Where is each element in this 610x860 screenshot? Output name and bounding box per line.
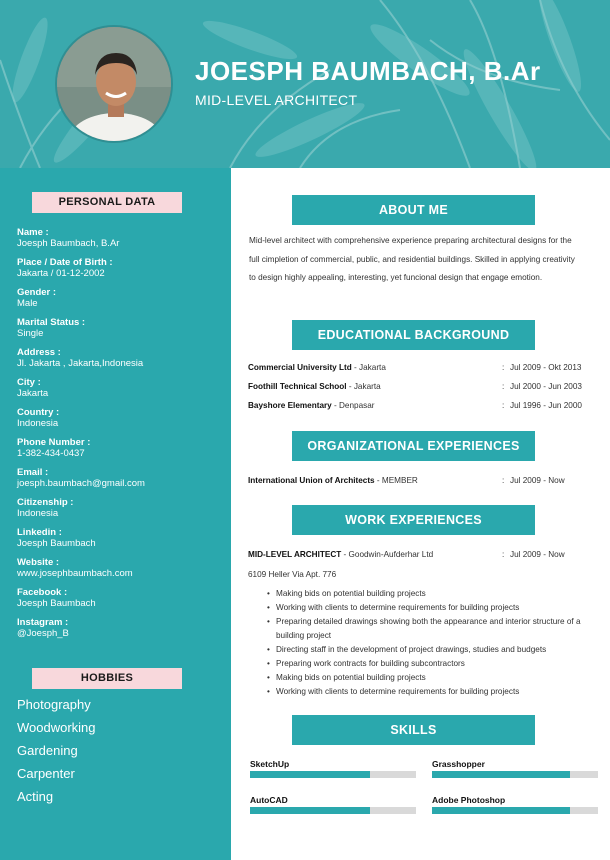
period: Jul 1996 - Jun 2000 bbox=[510, 401, 582, 410]
personal-value: @Joesph_B bbox=[17, 628, 69, 639]
personal-value: Indonesia bbox=[17, 508, 59, 519]
hobby-item: Gardening bbox=[17, 743, 78, 758]
separator-colon: : bbox=[502, 476, 505, 485]
personal-label: Phone Number : bbox=[17, 437, 91, 448]
personal-value: Single bbox=[17, 328, 44, 339]
hobbies-list bbox=[17, 697, 96, 812]
personal-label: Email : bbox=[17, 467, 49, 478]
personal-item-city bbox=[17, 377, 222, 407]
personal-label: Facebook : bbox=[17, 587, 68, 598]
education-row bbox=[248, 401, 593, 413]
personal-value: Jakarta / 01-12-2002 bbox=[17, 268, 105, 279]
organization-heading: ORGANIZATIONAL EXPERIENCES bbox=[292, 431, 535, 461]
personal-item-birth bbox=[17, 257, 222, 287]
separator-colon: : bbox=[502, 382, 505, 391]
period: Jul 2009 - Now bbox=[510, 550, 565, 559]
personal-value: Indonesia bbox=[17, 418, 59, 429]
work-heading: WORK EXPERIENCES bbox=[292, 505, 535, 535]
organization-row bbox=[248, 476, 593, 488]
organization-name: International Union of Architects bbox=[248, 476, 375, 485]
skills-heading: SKILLS bbox=[292, 715, 535, 745]
institution-name: Foothill Technical School bbox=[248, 382, 347, 391]
hobby-item: Photography bbox=[17, 697, 91, 712]
personal-value: www.josephbaumbach.com bbox=[17, 568, 133, 579]
personal-value: Joesph Baumbach bbox=[17, 538, 96, 549]
personal-value: Joesph Baumbach bbox=[17, 598, 96, 609]
sidebar bbox=[0, 168, 231, 860]
institution-location: - Jakarta bbox=[351, 363, 386, 372]
resume-header bbox=[0, 0, 610, 168]
personal-item-name bbox=[17, 227, 222, 257]
skill-bar-track bbox=[250, 771, 416, 778]
education-row bbox=[248, 363, 593, 375]
list-item: • Preparing detailed drawings showing both the appearance and interior structure of a building project bbox=[270, 615, 600, 643]
work-company: - Goodwin-Aufderhar Ltd bbox=[341, 550, 434, 559]
personal-label: Address : bbox=[17, 347, 61, 358]
personal-item-phone bbox=[17, 437, 222, 467]
personal-value: Male bbox=[17, 298, 38, 309]
work-responsibilities bbox=[270, 587, 600, 699]
personal-label: Name : bbox=[17, 227, 49, 238]
personal-label: Website : bbox=[17, 557, 60, 568]
period: Jul 2009 - Now bbox=[510, 476, 565, 485]
list-item: • Directing staff in the development of project drawings, studies and budgets bbox=[270, 643, 600, 657]
hobby-item: Woodworking bbox=[17, 720, 96, 735]
institution-location: - Jakarta bbox=[346, 382, 381, 391]
personal-label: Marital Status : bbox=[17, 317, 86, 328]
personal-item-facebook bbox=[17, 587, 222, 617]
institution-name: Commercial University Ltd bbox=[248, 363, 352, 372]
personal-item-citizenship bbox=[17, 497, 222, 527]
institution-name: Bayshore Elementary bbox=[248, 401, 332, 410]
skill-item bbox=[432, 795, 598, 807]
list-item: • Preparing work contracts for building subcontractors bbox=[270, 657, 600, 671]
personal-item-linkedin bbox=[17, 527, 222, 557]
personal-label: Country : bbox=[17, 407, 60, 418]
personal-label: City : bbox=[17, 377, 41, 388]
hobby-item: Carpenter bbox=[17, 766, 75, 781]
skill-item bbox=[432, 759, 598, 771]
work-row bbox=[248, 550, 593, 562]
institution-location: - Denpasar bbox=[331, 401, 375, 410]
skill-item bbox=[250, 795, 416, 807]
hobby-item: Acting bbox=[17, 789, 54, 804]
organization-role: - MEMBER bbox=[374, 476, 418, 485]
list-item: • Making bids on potential building projects bbox=[270, 671, 600, 685]
period: Jul 2009 - Okt 2013 bbox=[510, 363, 582, 372]
personal-item-marital bbox=[17, 317, 222, 347]
skill-name: SketchUp bbox=[250, 759, 290, 769]
personal-item-website bbox=[17, 557, 222, 587]
separator-colon: : bbox=[502, 550, 505, 559]
candidate-name: JOESPH BAUMBACH, B.Ar bbox=[195, 56, 541, 86]
education-row bbox=[248, 382, 593, 394]
personal-label: Linkedin : bbox=[17, 527, 62, 538]
personal-value: joesph.baumbach@gmail.com bbox=[17, 478, 145, 489]
list-item: • Working with clients to determine requirements for building projects bbox=[270, 685, 600, 699]
list-item: • Working with clients to determine requirements for building projects bbox=[270, 601, 600, 615]
personal-data-heading: PERSONAL DATA bbox=[32, 192, 182, 213]
work-title: MID-LEVEL ARCHITECT bbox=[248, 550, 342, 559]
separator-colon: : bbox=[502, 363, 505, 372]
skill-bar-fill bbox=[250, 771, 370, 778]
about-text: Mid-level architect with comprehensive experience preparing architectural designs for the full cimpletion of commercial, public, and residential buildings. Skilled in applying creativity to design highly appealing, interesting, yet funcional design that engage emotion. bbox=[249, 236, 575, 283]
candidate-role: MID-LEVEL ARCHITECT bbox=[195, 92, 358, 108]
personal-item-instagram bbox=[17, 617, 222, 647]
list-item: • Making bids on potential building projects bbox=[270, 587, 600, 601]
skill-bar-track bbox=[432, 807, 598, 814]
avatar-photo-icon bbox=[57, 27, 173, 143]
hobbies-heading: HOBBIES bbox=[32, 668, 182, 689]
education-heading: EDUCATIONAL BACKGROUND bbox=[292, 320, 535, 350]
personal-item-address bbox=[17, 347, 222, 377]
personal-label: Citizenship : bbox=[17, 497, 74, 508]
skill-bar-fill bbox=[432, 771, 570, 778]
personal-label: Gender : bbox=[17, 287, 57, 298]
skill-bar-track bbox=[432, 771, 598, 778]
skill-name: Adobe Photoshop bbox=[432, 795, 506, 805]
personal-value: Jl. Jakarta , Jakarta,Indonesia bbox=[17, 358, 144, 369]
skill-item bbox=[250, 759, 416, 771]
avatar bbox=[55, 25, 173, 143]
skill-bar-fill bbox=[250, 807, 370, 814]
personal-value: 1-382-434-0437 bbox=[17, 448, 85, 459]
personal-item-country bbox=[17, 407, 222, 437]
personal-label: Instagram : bbox=[17, 617, 69, 628]
about-heading: ABOUT ME bbox=[292, 195, 535, 225]
personal-label: Place / Date of Birth : bbox=[17, 257, 113, 268]
skill-name: AutoCAD bbox=[250, 795, 288, 805]
personal-value: Joesph Baumbach, B.Ar bbox=[17, 238, 120, 249]
work-address: 6109 Heller Via Apt. 776 bbox=[248, 570, 337, 579]
personal-item-gender bbox=[17, 287, 222, 317]
separator-colon: : bbox=[502, 401, 505, 410]
personal-value: Jakarta bbox=[17, 388, 49, 399]
skill-bar-fill bbox=[432, 807, 570, 814]
skill-bar-track bbox=[250, 807, 416, 814]
personal-data-list bbox=[17, 227, 222, 647]
period: Jul 2000 - Jun 2003 bbox=[510, 382, 582, 391]
personal-item-email bbox=[17, 467, 222, 497]
skill-name: Grasshopper bbox=[432, 759, 485, 769]
